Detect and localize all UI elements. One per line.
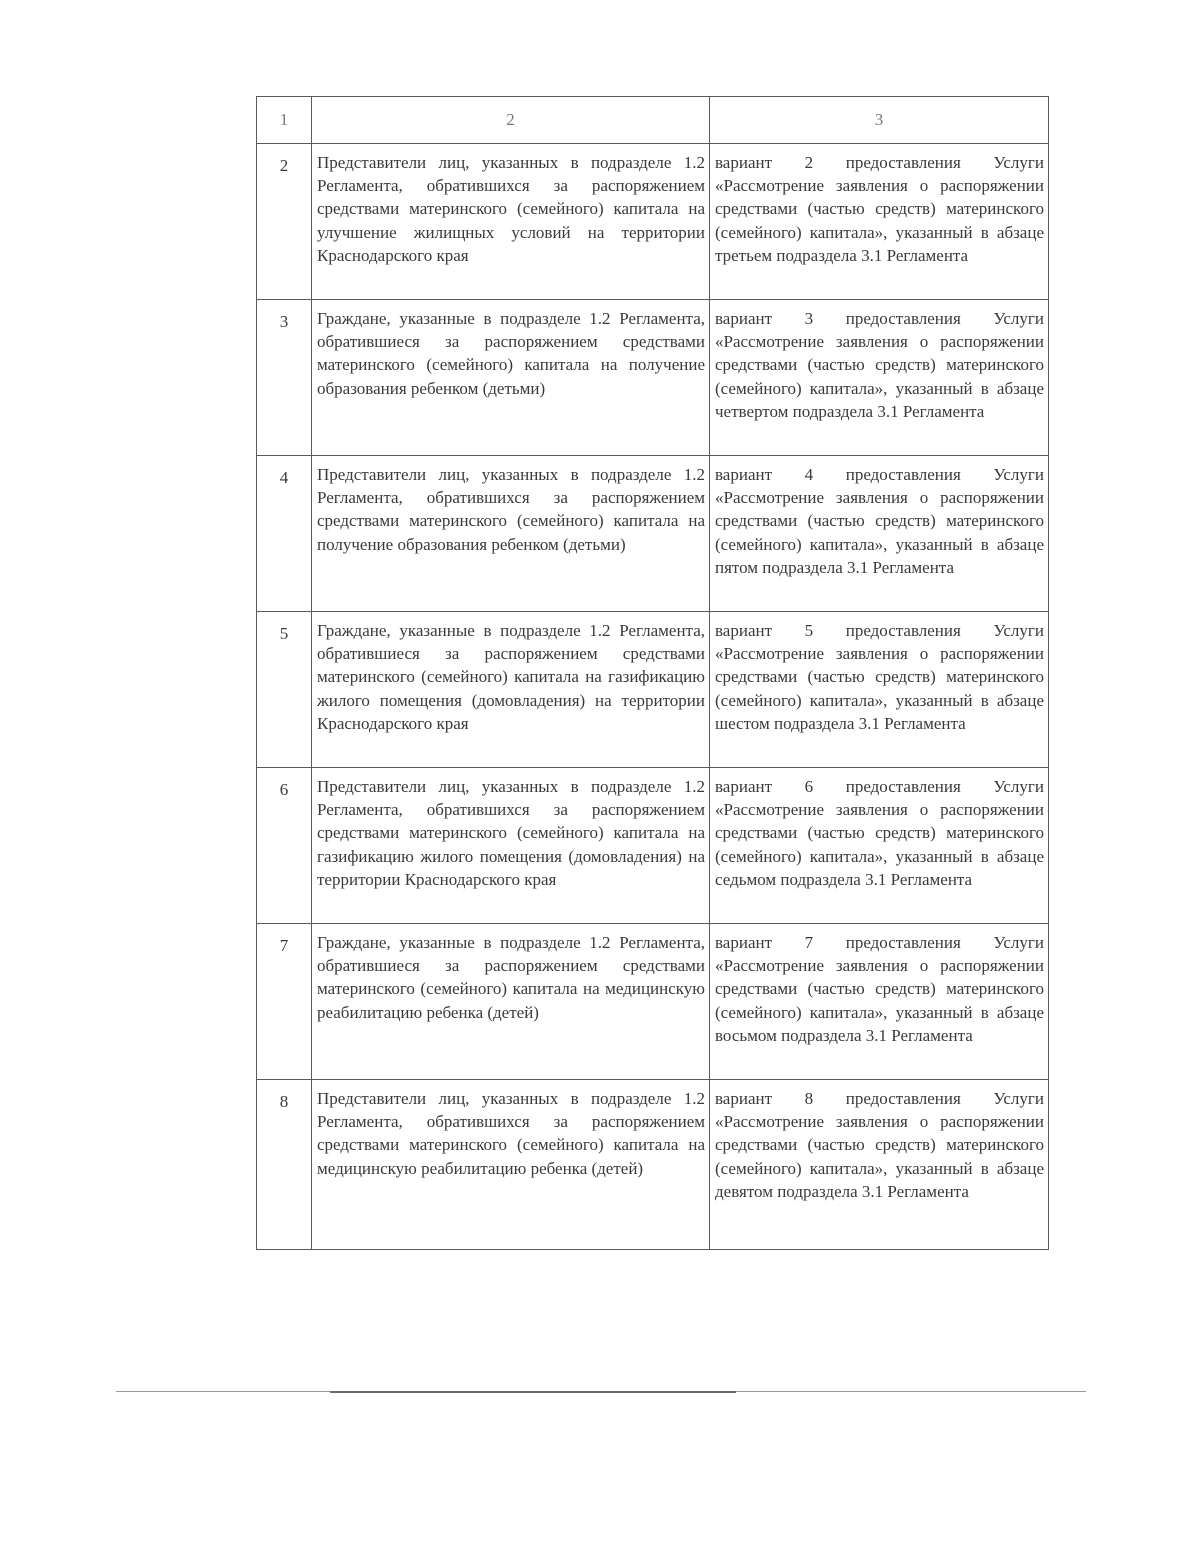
row-number: 6 xyxy=(257,768,312,924)
applicant-cell: Граждане, указанные в подразделе 1.2 Регламента, обратившиеся за распоряжением средствами материнского (семейного) капитала на медицинскую реабилитацию ребенка (детей) xyxy=(312,924,710,1080)
table-row xyxy=(257,456,1049,612)
column-header: 3 xyxy=(710,97,1049,144)
applicant-cell: Представители лиц, указанных в подразделе 1.2 Регламента, обратившихся за распоряжением средствами материнского (семейного) капитала на улучшение жилищных условий на территории Краснодарского края xyxy=(312,144,710,300)
table-row xyxy=(257,612,1049,768)
row-number: 8 xyxy=(257,1080,312,1250)
variant-cell: вариант 4 предоставления Услуги «Рассмотрение заявления о распоряжении средствами (частью средств) материнского (семейного) капитала», указанный в абзаце пятом подраздела 3.1 Регламента xyxy=(710,456,1049,612)
variant-cell: вариант 3 предоставления Услуги «Рассмотрение заявления о распоряжении средствами (частью средств) материнского (семейного) капитала», указанный в абзаце четвертом подраздела 3.1 Регламента xyxy=(710,300,1049,456)
scan-edge-line xyxy=(330,1391,736,1393)
applicant-cell: Представители лиц, указанных в подразделе 1.2 Регламента, обратившихся за распоряжением средствами материнского (семейного) капитала на медицинскую реабилитацию ребенка (детей) xyxy=(312,1080,710,1250)
variant-cell: вариант 7 предоставления Услуги «Рассмотрение заявления о распоряжении средствами (частью средств) материнского (семейного) капитала», указанный в абзаце восьмом подраздела 3.1 Регламента xyxy=(710,924,1049,1080)
table-row xyxy=(257,1080,1049,1250)
applicant-cell: Представители лиц, указанных в подразделе 1.2 Регламента, обратившихся за распоряжением средствами материнского (семейного) капитала на получение образования ребенком (детьми) xyxy=(312,456,710,612)
row-number: 2 xyxy=(257,144,312,300)
row-number: 5 xyxy=(257,612,312,768)
table-row xyxy=(257,924,1049,1080)
row-number: 3 xyxy=(257,300,312,456)
variant-cell: вариант 5 предоставления Услуги «Рассмотрение заявления о распоряжении средствами (частью средств) материнского (семейного) капитала», указанный в абзаце шестом подраздела 3.1 Регламента xyxy=(710,612,1049,768)
variants-table xyxy=(256,96,1049,1250)
applicant-cell: Представители лиц, указанных в подразделе 1.2 Регламента, обратившихся за распоряжением средствами материнского (семейного) капитала на газификацию жилого помещения (домовладения) на территории Краснодарского края xyxy=(312,768,710,924)
column-header: 1 xyxy=(257,97,312,144)
variant-cell: вариант 2 предоставления Услуги «Рассмотрение заявления о распоряжении средствами (частью средств) материнского (семейного) капитала», указанный в абзаце третьем подраздела 3.1 Регламента xyxy=(710,144,1049,300)
column-header: 2 xyxy=(312,97,710,144)
row-number: 4 xyxy=(257,456,312,612)
variant-cell: вариант 8 предоставления Услуги «Рассмотрение заявления о распоряжении средствами (частью средств) материнского (семейного) капитала», указанный в абзаце девятом подраздела 3.1 Регламента xyxy=(710,1080,1049,1250)
table-row xyxy=(257,144,1049,300)
table-header-row xyxy=(257,97,1049,144)
applicant-cell: Граждане, указанные в подразделе 1.2 Регламента, обратившиеся за распоряжением средствами материнского (семейного) капитала на получение образования ребенком (детьми) xyxy=(312,300,710,456)
table-row xyxy=(257,300,1049,456)
variant-cell: вариант 6 предоставления Услуги «Рассмотрение заявления о распоряжении средствами (частью средств) материнского (семейного) капитала», указанный в абзаце седьмом подраздела 3.1 Регламента xyxy=(710,768,1049,924)
table-row xyxy=(257,768,1049,924)
applicant-cell: Граждане, указанные в подразделе 1.2 Регламента, обратившиеся за распоряжением средствами материнского (семейного) капитала на газификацию жилого помещения (домовладения) на территории Краснодарского края xyxy=(312,612,710,768)
row-number: 7 xyxy=(257,924,312,1080)
